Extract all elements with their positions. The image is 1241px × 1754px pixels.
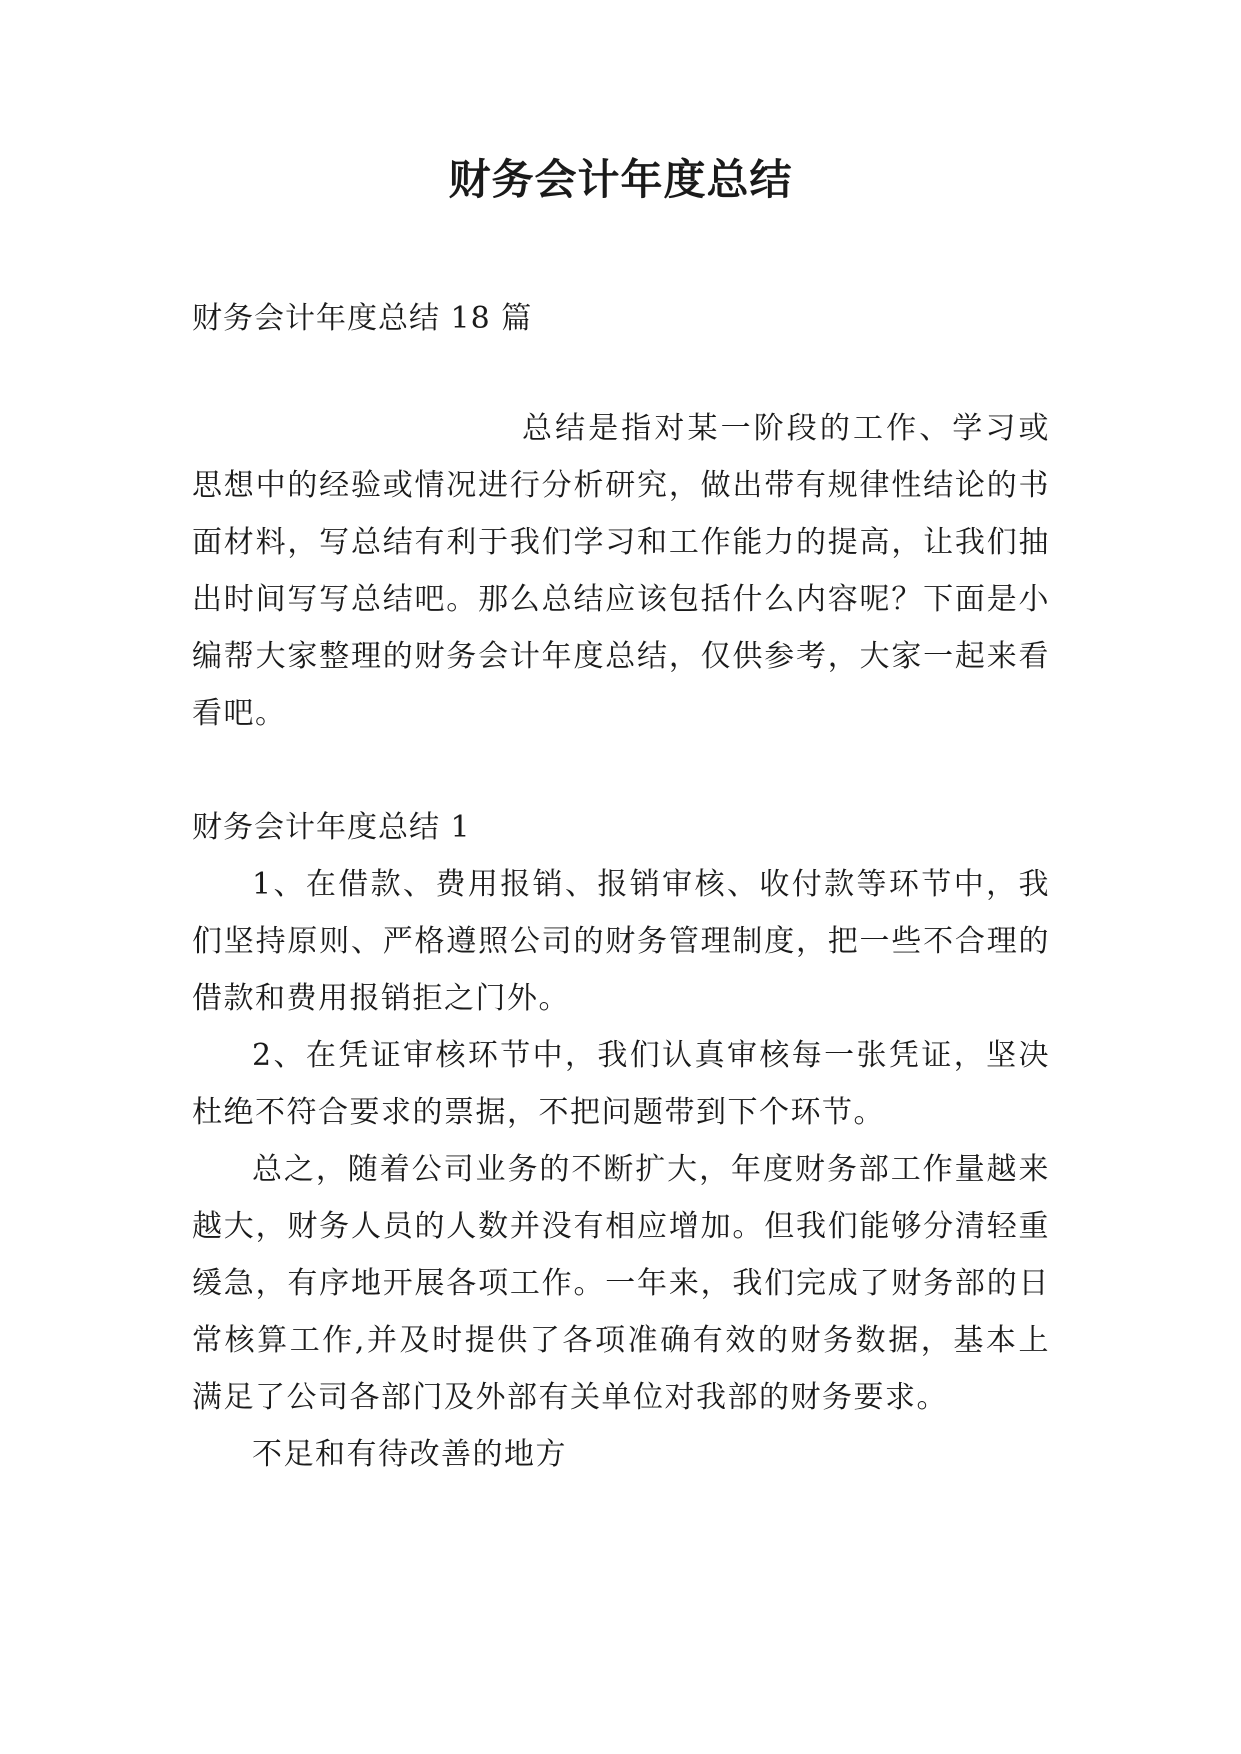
document-subtitle: 财务会计年度总结 18 篇 [192,301,533,336]
body-paragraph-1: 1、在借款、费用报销、报销审核、收付款等环节中，我们坚持原则、严格遵照公司的财务管理制度，把一些不合理的借款和费用报销拒之门外。 [192,867,1050,1016]
body-paragraph-3: 总之，随着公司业务的不断扩大，年度财务部工作量越来越大，财务人员的人数并没有相应增加。但我们能够分清轻重缓急，有序地开展各项工作。一年来，我们完成了财务部的日常核算工作,并及时提供了各项准确有效的财务数据，基本上满足了公司各部门及外部有关单位对我部的财务要求。 [192,1152,1050,1415]
section-heading: 财务会计年度总结 1 [192,810,471,845]
body-paragraph-2: 2、在凭证审核环节中，我们认真审核每一张凭证，坚决杜绝不符合要求的票据，不把问题带到下个环节。 [192,1038,1050,1130]
intro-paragraph: 总结是指对某一阶段的工作、学习或思想中的经验或情况进行分析研究，做出带有规律性结论的书面材料，写总结有利于我们学习和工作能力的提高，让我们抽出时间写写总结吧。那么总结应该包括什么内容呢？下面是小编帮大家整理的财务会计年度总结，仅供参考，大家一起来看看吧。 [192,411,1050,731]
document-title: 财务会计年度总结 [448,155,793,204]
document-body [192,290,1050,1483]
body-paragraph-4: 不足和有待改善的地方 [252,1437,567,1472]
